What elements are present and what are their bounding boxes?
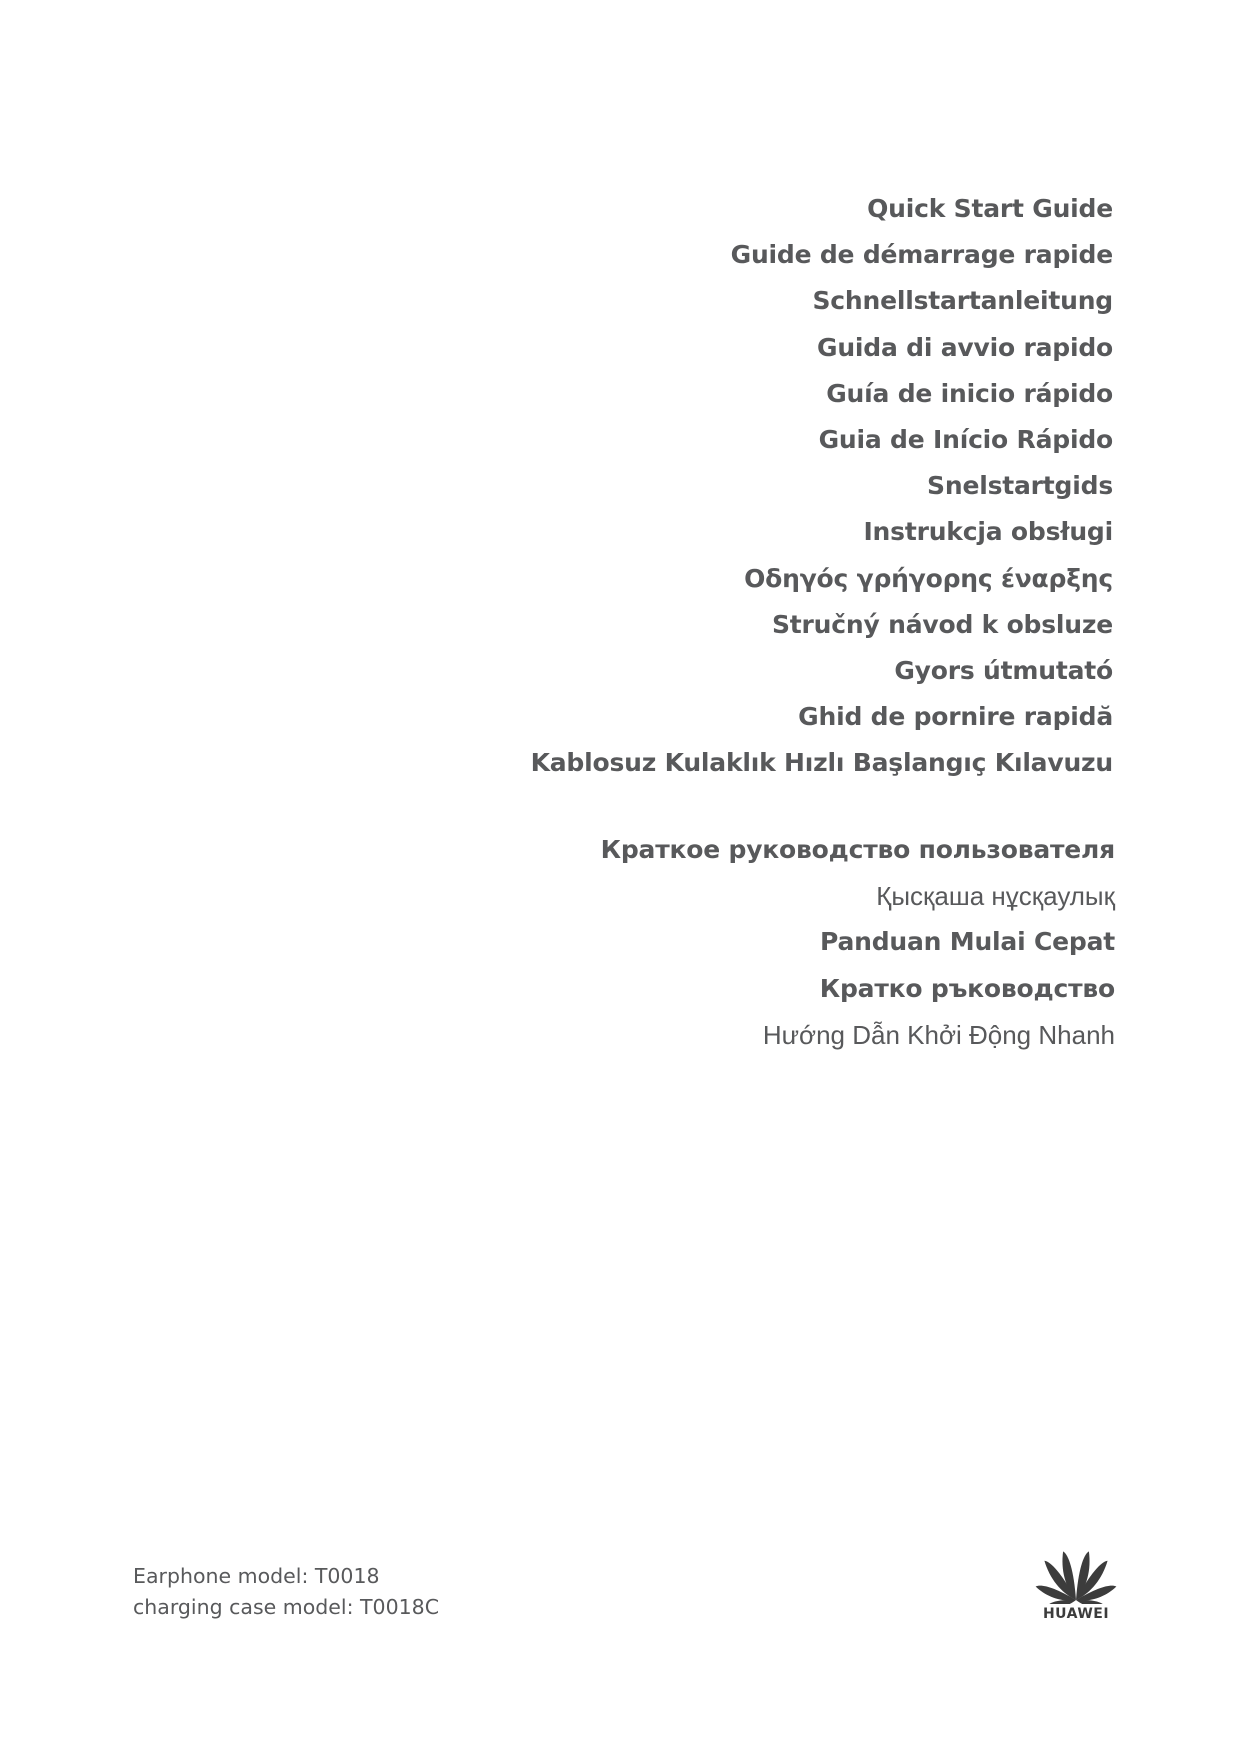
title-hu: Gyors útmutató [894,656,1113,686]
title-bg: Кратко ръководство [819,973,1115,1003]
earphone-model: Earphone model: T0018 [133,1564,380,1588]
guide-titles-secondary [215,827,1115,1058]
huawei-logo [1030,1540,1122,1624]
title-fr: Guide de démarrage rapide [730,240,1113,270]
guide-titles [213,186,1113,787]
title-cs: Stručný návod k obsluze [772,609,1113,639]
charging-case-model: charging case model: T0018C [133,1595,440,1619]
title-kk: Қысқаша нұсқаулық [876,881,1115,912]
title-el: Οδηγός γρήγορης έναρξης [744,563,1113,593]
title-ru: Краткое руководство пользователя [600,835,1115,864]
title-de: Schnellstartanleitung [812,286,1113,316]
title-tr: Kablosuz Kulaklık Hızlı Başlangıç Kılavuzu [530,748,1113,778]
huawei-flower-icon [1030,1540,1122,1604]
brand-name: HUAWEI [1042,1606,1110,1622]
title-pt: Guia de Início Rápido [818,425,1113,455]
title-it: Guida di avvio rapido [817,332,1113,362]
title-vi: Hướng Dẫn Khởi Động Nhanh [762,1019,1115,1050]
model-info [133,1561,439,1623]
title-id: Panduan Mulai Cepat [820,927,1115,957]
title-es: Guía de inicio rápido [826,378,1113,408]
title-pl: Instrukcja obsługi [863,517,1113,547]
title-ro: Ghid de pornire rapidă [798,702,1113,732]
title-nl: Snelstartgids [927,471,1113,501]
title-en: Quick Start Guide [867,194,1113,223]
